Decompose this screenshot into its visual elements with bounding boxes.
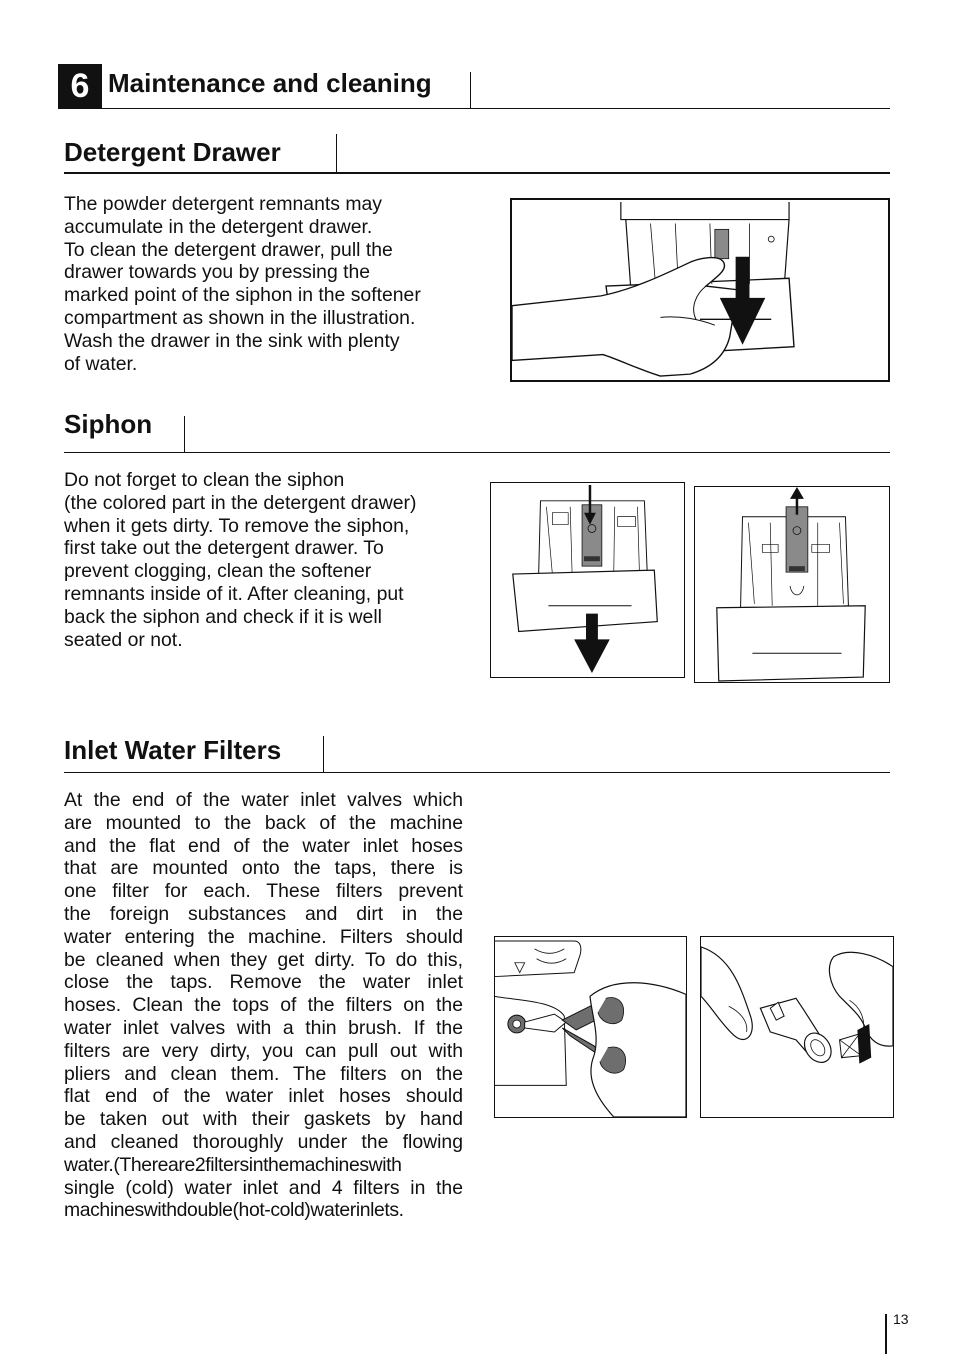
section-divider <box>184 416 185 452</box>
text-line: single (cold) water inlet and 4 filters in the <box>64 1176 463 1199</box>
text-line: close the taps. Remove the water inlet <box>64 971 463 994</box>
text-line: compartment as shown in the illustration. <box>64 306 416 329</box>
page-number-bar <box>885 1314 887 1354</box>
text-line: and cleaned thoroughly under the flowing <box>64 1130 463 1153</box>
text-line: back the siphon and check if it is well <box>64 605 382 628</box>
text-line: water entering the machine. Filters should <box>64 925 463 948</box>
section-title-inlet-water-filters: Inlet Water Filters <box>64 735 282 765</box>
text-line: At the end of the water inlet valves which <box>64 789 463 811</box>
text-line: be taken out with their gaskets by hand <box>64 1108 463 1131</box>
page-number: 13 <box>893 1311 909 1327</box>
section-divider <box>336 134 337 172</box>
section-title-siphon: Siphon <box>64 409 153 439</box>
chapter-rule <box>58 108 890 109</box>
chapter-title: Maintenance and cleaning <box>108 68 432 98</box>
text-line: first take out the detergent drawer. To <box>64 537 384 560</box>
section-rule <box>64 452 890 453</box>
text-line: one filter for each. These filters prevent <box>64 880 463 903</box>
detergent-drawer-text <box>64 193 474 375</box>
text-line: Do not forget to clean the siphon <box>64 469 345 491</box>
section-title-detergent-drawer: Detergent Drawer <box>64 137 281 167</box>
text-line: To clean the detergent drawer, pull the <box>64 238 393 261</box>
text-line: remnants inside of it. After cleaning, put <box>64 582 404 605</box>
text-line: (the colored part in the detergent drawer) <box>64 491 417 514</box>
siphon-text <box>64 469 474 651</box>
text-line: water inlet valves with a thin brush. If the <box>64 1016 463 1039</box>
text-line: be cleaned when they get dirty. To do this, <box>64 948 463 971</box>
pliers-filter-illustration <box>494 936 687 1118</box>
text-line: the foreign substances and dirt in the <box>64 902 463 925</box>
text-line: flat end of the water inlet hoses should <box>64 1085 463 1108</box>
text-line: drawer towards you by pressing the <box>64 261 371 284</box>
section-rule <box>64 172 890 174</box>
text-line: seated or not. <box>64 628 183 651</box>
text-line: machineswithdouble(hot-cold)waterinlets. <box>64 1199 404 1222</box>
section-divider <box>323 736 324 772</box>
hose-filter-illustration <box>700 936 894 1118</box>
text-line: and the flat end of the water inlet hoses <box>64 834 463 857</box>
text-line: marked point of the siphon in the softener <box>64 284 421 307</box>
text-line: pliers and clean them. The filters on the <box>64 1062 463 1085</box>
text-line: Wash the drawer in the sink with plenty <box>64 329 400 352</box>
text-line: filters are very dirty, you can pull out with <box>64 1039 463 1062</box>
text-line: accumulate in the detergent drawer. <box>64 215 373 238</box>
text-line: hoses. Clean the tops of the filters on the <box>64 994 463 1017</box>
text-line: that are mounted onto the taps, there is <box>64 857 463 880</box>
section-rule <box>64 772 890 773</box>
inlet-filters-text <box>64 789 463 1222</box>
text-line: are mounted to the back of the machine <box>64 811 463 834</box>
text-line: of water. <box>64 352 138 375</box>
chapter-number-badge: 6 <box>58 64 102 108</box>
siphon-remove-illustration <box>694 486 890 683</box>
text-line: when it gets dirty. To remove the siphon, <box>64 514 410 537</box>
text-line: prevent clogging, clean the softener <box>64 560 372 583</box>
chapter-divider <box>470 72 471 108</box>
hand-pulling-drawer-illustration <box>510 198 890 382</box>
text-line: The powder detergent remnants may <box>64 193 382 215</box>
text-line: water.(Thereare2filtersinthemachineswith <box>64 1153 402 1176</box>
siphon-press-illustration <box>490 482 685 678</box>
